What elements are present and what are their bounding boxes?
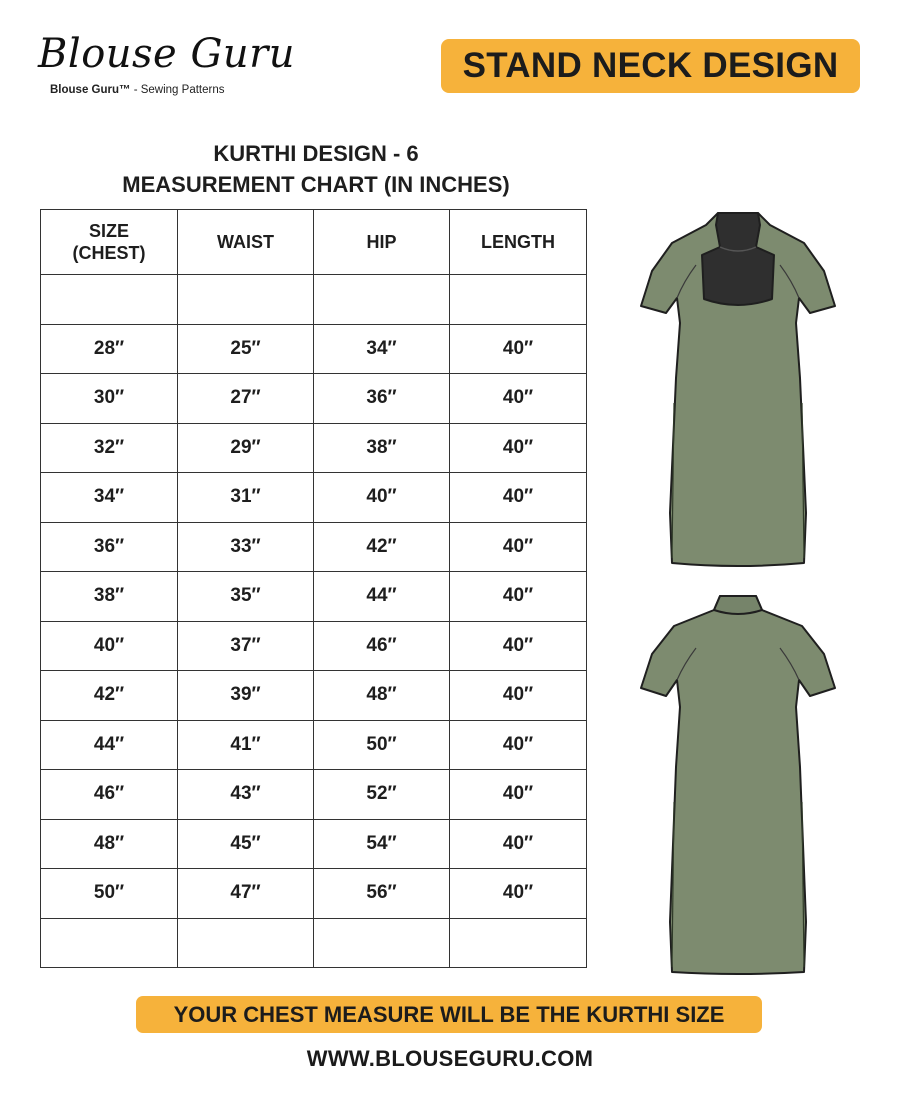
cell-length: 40″ <box>450 819 587 869</box>
cell-size: 30″ <box>41 374 178 424</box>
cell-hip <box>314 918 450 968</box>
cell-hip: 44″ <box>314 572 450 622</box>
chart-subtitle: MEASUREMENT CHART (IN INCHES) <box>122 172 510 197</box>
cell-length: 40″ <box>450 473 587 523</box>
cell-waist: 33″ <box>178 522 314 572</box>
cell-size: 50″ <box>41 869 178 919</box>
cell-waist: 41″ <box>178 720 314 770</box>
table-row <box>41 275 587 325</box>
table-row <box>41 522 587 572</box>
cell-length: 40″ <box>450 671 587 721</box>
design-badge: STAND NECK DESIGN <box>441 39 860 93</box>
cell-size <box>41 275 178 325</box>
cell-size: 28″ <box>41 324 178 374</box>
cell-hip: 48″ <box>314 671 450 721</box>
table-row <box>41 621 587 671</box>
cell-hip: 42″ <box>314 522 450 572</box>
table-row <box>41 918 587 968</box>
cell-hip: 40″ <box>314 473 450 523</box>
tagline-rest: - Sewing Patterns <box>130 84 225 96</box>
cell-waist: 27″ <box>178 374 314 424</box>
measurement-table <box>40 209 587 968</box>
back-collar <box>714 596 762 614</box>
header-size-line2: (CHEST) <box>72 243 146 263</box>
cell-hip: 54″ <box>314 819 450 869</box>
size-note-banner: YOUR CHEST MEASURE WILL BE THE KURTHI SIZE <box>136 996 762 1033</box>
cell-length: 40″ <box>450 869 587 919</box>
cell-hip: 52″ <box>314 770 450 820</box>
cell-waist: 43″ <box>178 770 314 820</box>
table-row <box>41 720 587 770</box>
chart-title: KURTHI DESIGN - 6 <box>213 141 419 166</box>
cell-size: 44″ <box>41 720 178 770</box>
cell-size: 46″ <box>41 770 178 820</box>
cell-size: 42″ <box>41 671 178 721</box>
cell-length: 40″ <box>450 324 587 374</box>
cell-waist: 39″ <box>178 671 314 721</box>
cell-length: 40″ <box>450 522 587 572</box>
kurthi-front-illustration <box>638 203 838 573</box>
cell-length: 40″ <box>450 374 587 424</box>
cell-hip: 34″ <box>314 324 450 374</box>
header-waist: WAIST <box>178 210 314 275</box>
back-dress-body <box>641 596 835 974</box>
cell-size: 36″ <box>41 522 178 572</box>
tagline-brand: Blouse Guru™ <box>50 84 131 96</box>
cell-length: 40″ <box>450 720 587 770</box>
cell-size: 32″ <box>41 423 178 473</box>
cell-waist: 37″ <box>178 621 314 671</box>
header-size-line1: SIZE <box>88 221 129 241</box>
cell-waist: 47″ <box>178 869 314 919</box>
cell-waist: 31″ <box>178 473 314 523</box>
table-row <box>41 770 587 820</box>
table-row <box>41 374 587 424</box>
cell-waist: 35″ <box>178 572 314 622</box>
cell-length: 40″ <box>450 423 587 473</box>
website-url: WWW.BLOUSEGURU.COM <box>306 1046 594 1071</box>
cell-waist: 29″ <box>178 423 314 473</box>
cell-hip: 56″ <box>314 869 450 919</box>
cell-size: 38″ <box>41 572 178 622</box>
cell-hip: 50″ <box>314 720 450 770</box>
cell-waist: 25″ <box>178 324 314 374</box>
cell-size: 48″ <box>41 819 178 869</box>
table-row <box>41 671 587 721</box>
header-hip: HIP <box>314 210 450 275</box>
logo-tagline <box>50 84 268 96</box>
table-row <box>41 572 587 622</box>
cell-hip: 46″ <box>314 621 450 671</box>
cell-length <box>450 275 587 325</box>
header-size <box>41 210 178 275</box>
cell-hip: 38″ <box>314 423 450 473</box>
cell-waist <box>178 918 314 968</box>
kurthi-back-illustration <box>638 592 838 977</box>
cell-length <box>450 918 587 968</box>
cell-length: 40″ <box>450 770 587 820</box>
cell-waist <box>178 275 314 325</box>
table-row <box>41 819 587 869</box>
table-row <box>41 869 587 919</box>
cell-length: 40″ <box>450 621 587 671</box>
table-row <box>41 423 587 473</box>
table-row <box>41 324 587 374</box>
brand-logo <box>38 30 296 96</box>
cell-size <box>41 918 178 968</box>
cell-length: 40″ <box>450 572 587 622</box>
table-row <box>41 473 587 523</box>
table-header-row <box>41 210 587 275</box>
cell-hip <box>314 275 450 325</box>
cell-hip: 36″ <box>314 374 450 424</box>
logo-script-text: Blouse Guru <box>38 31 296 77</box>
cell-waist: 45″ <box>178 819 314 869</box>
header-length: LENGTH <box>450 210 587 275</box>
cell-size: 40″ <box>41 621 178 671</box>
cell-size: 34″ <box>41 473 178 523</box>
